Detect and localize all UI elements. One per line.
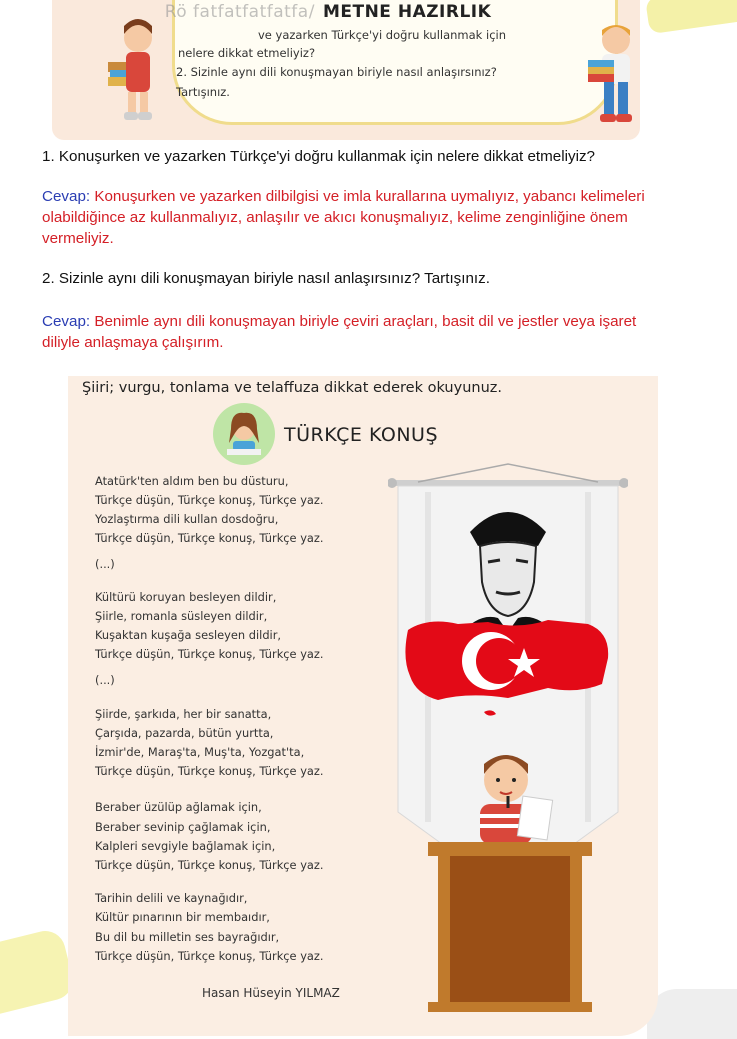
poem-line: İzmir'de, Maraş'ta, Muş'ta, Yozgat'ta, (95, 745, 305, 759)
answer-2-line1 (42, 311, 636, 332)
poem-line: Türkçe düşün, Türkçe konuş, Türkçe yaz. (95, 531, 324, 545)
poem-line: Beraber üzülüp ağlamak için, (95, 800, 262, 814)
poem-line: Şiirde, şarkıda, her bir sanatta, (95, 707, 272, 721)
answer-1-text-line1: Konuşurken ve yazarken dilbilgisi ve imla kurallarına uymalıyız, yabancı kelimeleri (94, 188, 645, 205)
header-question2-line2: Tartışınız. (176, 85, 230, 99)
header-question2-line1: 2. Sizinle aynı dili konuşmayan biriyle nasıl anlaşırsınız? (176, 65, 497, 79)
poem-line: Türkçe düşün, Türkçe konuş, Türkçe yaz. (95, 764, 324, 778)
poem-line: Türkçe düşün, Türkçe konuş, Türkçe yaz. (95, 493, 324, 507)
podium (428, 842, 592, 1012)
answer-1-line1 (42, 186, 645, 207)
answer-1-line2 (42, 207, 628, 228)
decorative-yellow-corner (645, 0, 737, 34)
poem-line: Kültür pınarının bir membaıdır, (95, 910, 270, 924)
section-title (148, 2, 508, 22)
poem-line: Atatürk'ten aldım ben bu düsturu, (95, 474, 289, 488)
question-2-text: 2. Sizinle aynı dili konuşmayan biriyle nasıl anlaşırsınız? Tartışınız. (42, 270, 490, 287)
answer-2-line2 (42, 332, 223, 353)
poem-author: Hasan Hüseyin YILMAZ (202, 986, 340, 1000)
reading-girl-icon (213, 403, 275, 465)
answer-1-line3 (42, 228, 114, 249)
answer-1-text-line3: vermeliyiz. (42, 230, 114, 247)
banner-illustration (388, 462, 628, 1022)
answer-1-text-line2: olabildiğince az kullanmalıyız, anlaşılır ve akıcı konuşmalıyız, kelime zenginliğine önem (42, 209, 628, 226)
poem-line: Türkçe düşün, Türkçe konuş, Türkçe yaz. (95, 858, 324, 872)
question-2 (42, 268, 490, 289)
decorative-yellow-corner-bottom (0, 927, 77, 1022)
header-question1-line1: ve yazarken Türkçe'yi doğru kullanmak için (258, 28, 507, 42)
answer-2-text-line2: diliyle anlaşmaya çalışırım. (42, 334, 224, 351)
answer-2-text-line1: Benimle aynı dili konuşmayan biriyle çeviri araçları, basit dil ve jestler veya işaret (94, 313, 637, 330)
header-panel (52, 0, 640, 140)
answer-2-label: Cevap: (42, 313, 91, 330)
poem-line: Yozlaştırma dili kullan dosdoğru, (95, 512, 279, 526)
poem-line: Kültürü koruyan besleyen dildir, (95, 590, 277, 604)
poem-line: Kuşaktan kuşağa sesleyen dildir, (95, 628, 282, 642)
question-1-text: 1. Konuşurken ve yazarken Türkçe'yi doğru kullanmak için nelere dikkat etmeliyiz? (42, 148, 596, 165)
poem-line: Beraber sevinip çağlamak için, (95, 820, 271, 834)
poem-line: Şiirle, romanla süsleyen dildir, (95, 609, 268, 623)
poem-ellipsis: (...) (95, 557, 115, 571)
poem-title: TÜRKÇE KONUŞ (284, 424, 439, 446)
question-1 (42, 146, 595, 167)
section-title-obscured: Rö fatfatfatfatfa/ (164, 2, 315, 22)
reading-instruction: Şiiri; vurgu, tonlama ve telaffuza dikkat ederek okuyunuz. (82, 380, 502, 396)
poem-ellipsis: (...) (95, 673, 115, 687)
poem-line: Bu dil bu milletin ses bayrağıdır, (95, 930, 280, 944)
boy-with-books-illustration (582, 20, 650, 130)
poem-line: Tarihin delili ve kaynağıdır, (95, 891, 248, 905)
poem-line: Çarşıda, pazarda, bütün yurtta, (95, 726, 274, 740)
poem-line: Türkçe düşün, Türkçe konuş, Türkçe yaz. (95, 949, 324, 963)
answer-1-label: Cevap: (42, 188, 91, 205)
girl-with-books-illustration (102, 8, 164, 130)
poem-line: Türkçe düşün, Türkçe konuş, Türkçe yaz. (95, 647, 324, 661)
poem-line: Kalpleri sevgiyle bağlamak için, (95, 839, 276, 853)
header-question1-line2: nelere dikkat etmeliyiz? (178, 46, 316, 60)
section-title-text: METNE HAZIRLIK (322, 2, 492, 22)
decorative-gray-corner (647, 989, 737, 1039)
